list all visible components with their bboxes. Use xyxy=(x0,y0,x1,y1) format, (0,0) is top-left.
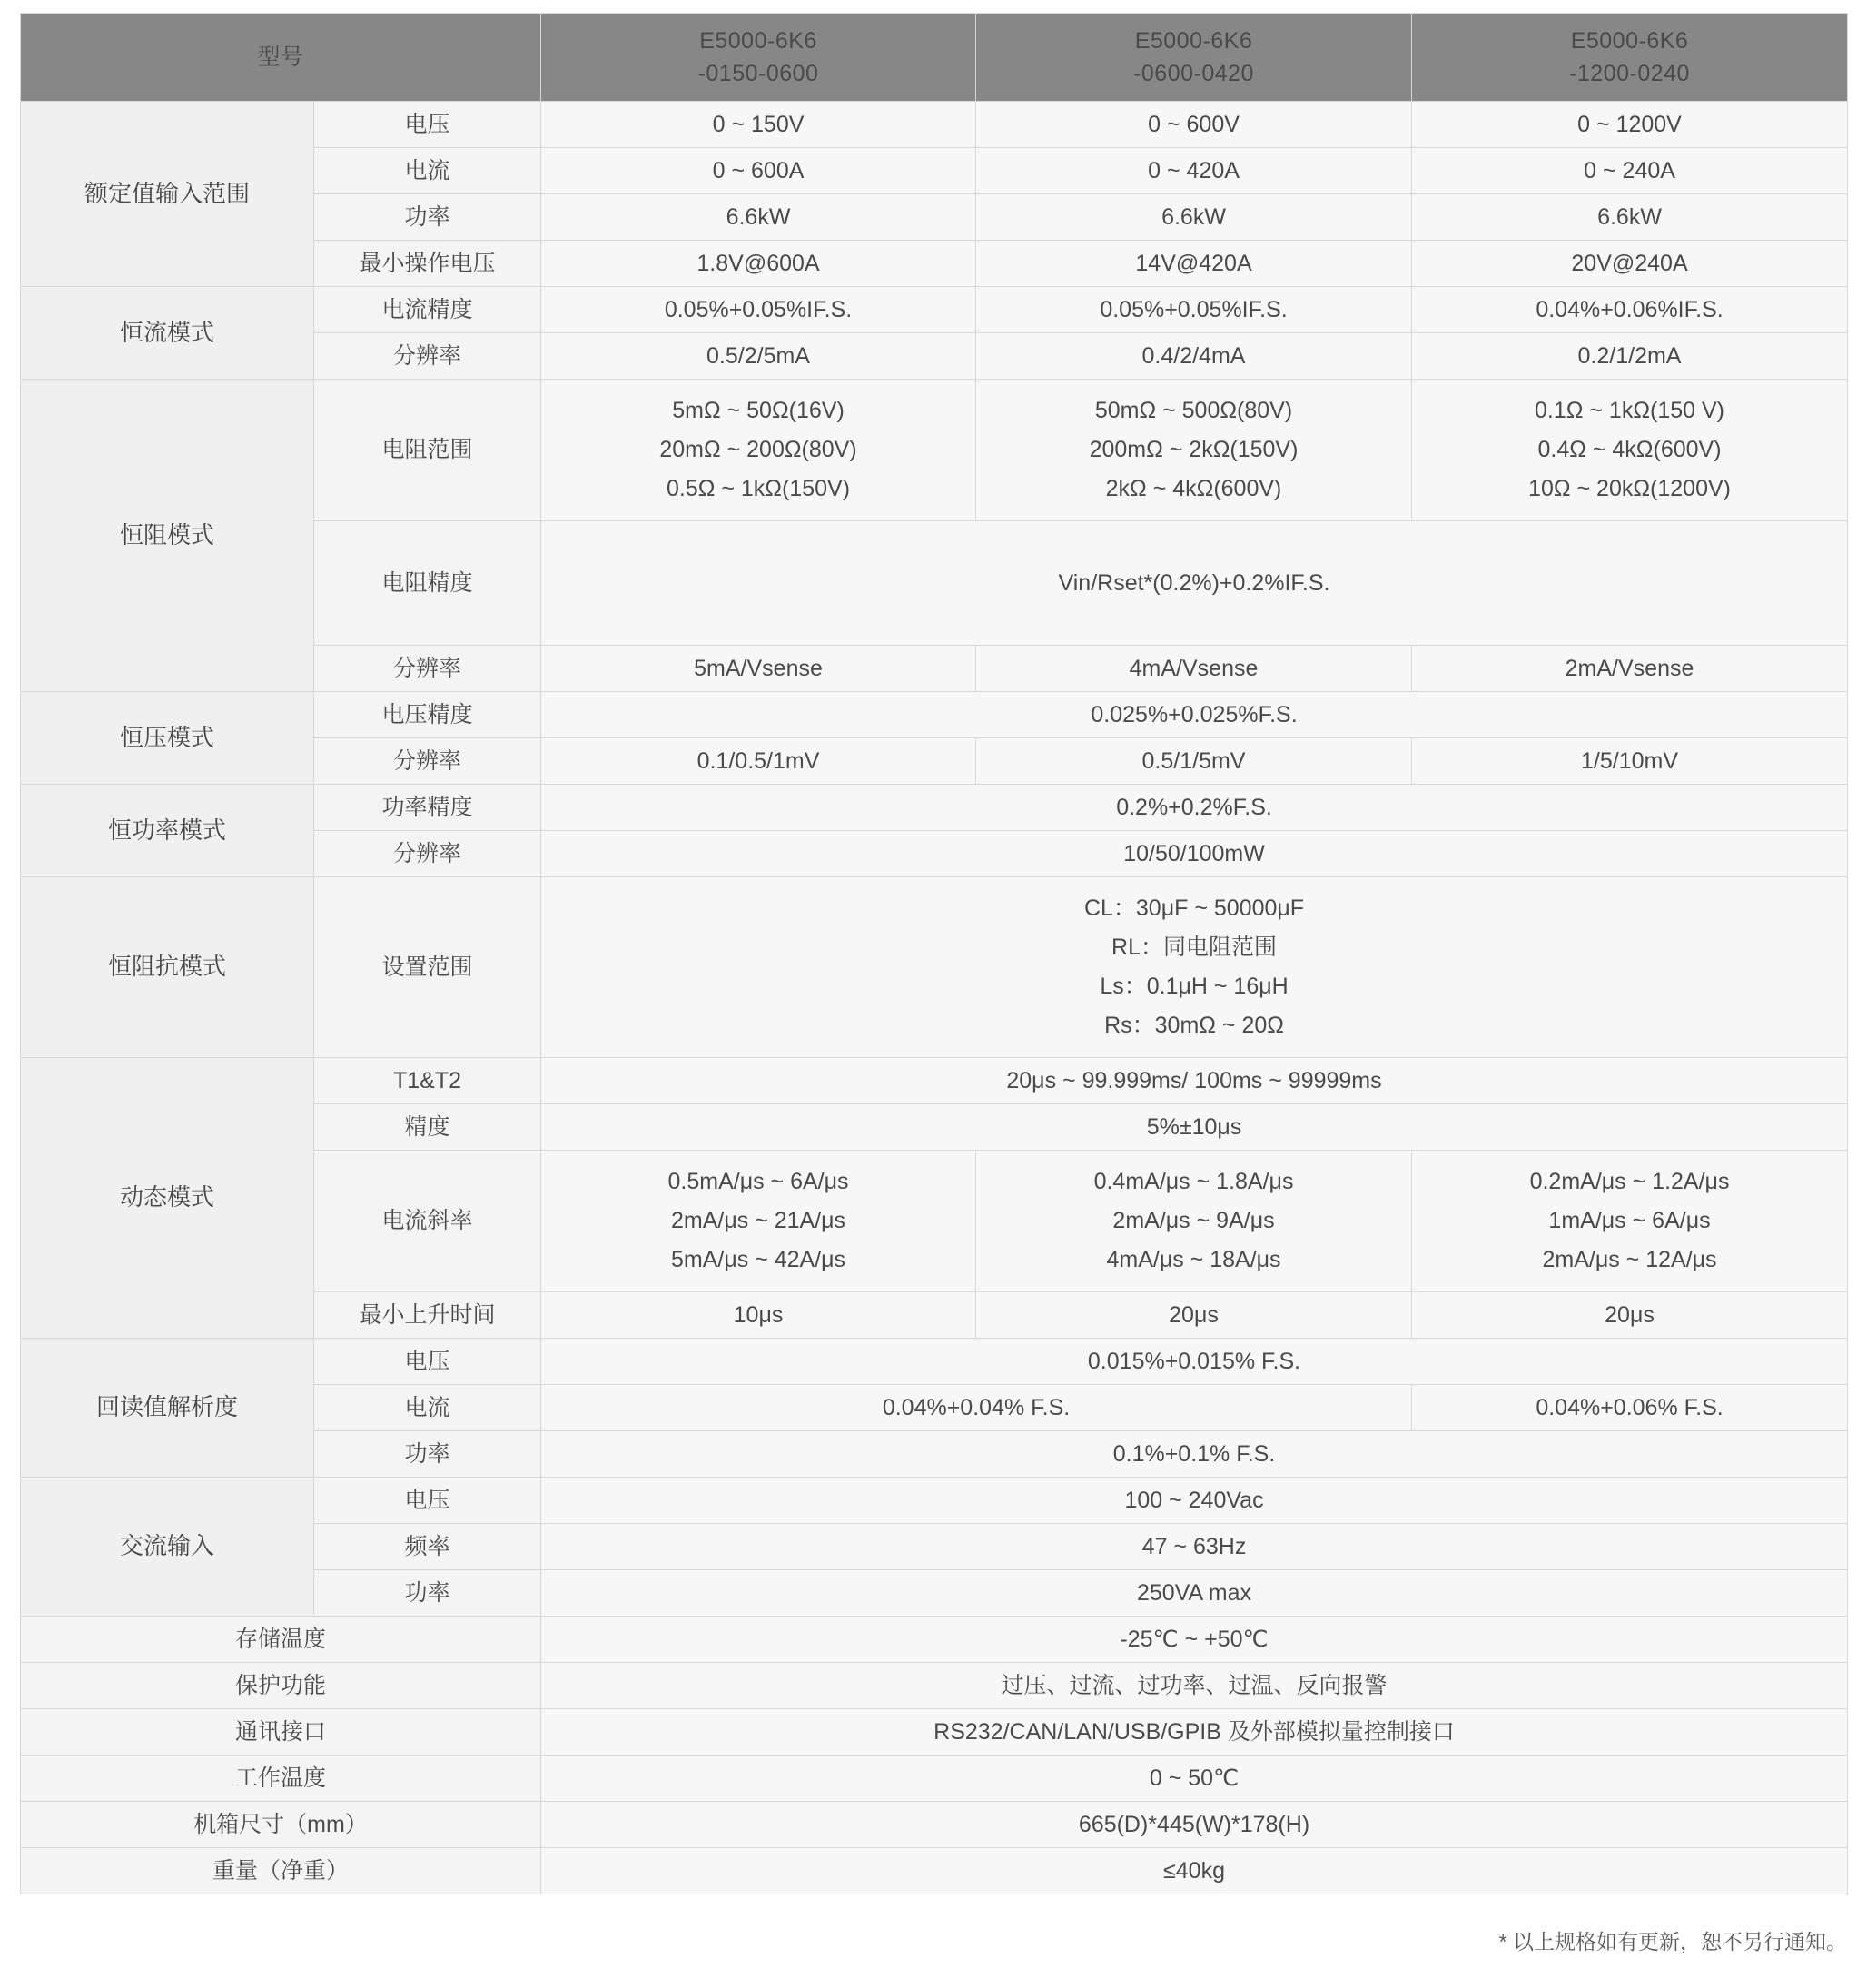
cell-cr-range-m1 xyxy=(541,380,976,521)
group-cv-mode: 恒压模式 xyxy=(21,692,314,785)
row-label-cr-accuracy: 电阻精度 xyxy=(314,521,541,646)
cell-cr-range-m2 xyxy=(976,380,1412,521)
table-row xyxy=(21,1478,1848,1524)
row-label-cz-setting: 设置范围 xyxy=(314,877,541,1058)
group-rated-input: 额定值输入范围 xyxy=(21,102,314,287)
row-label-current: 电流 xyxy=(314,148,541,194)
row-label-cc-accuracy: 电流精度 xyxy=(314,287,541,333)
cr-range-m2-line3: 2kΩ ~ 4kΩ(600V) xyxy=(1105,476,1282,501)
header-model-2 xyxy=(976,14,1412,102)
cell-cr-resolution-m3: 2mA/Vsense xyxy=(1412,646,1848,692)
header-model-2-line2: -0600-0420 xyxy=(1133,61,1254,86)
row-label-interface: 通讯接口 xyxy=(21,1709,541,1756)
slew-m1-line1: 0.5mA/μs ~ 6A/μs xyxy=(667,1169,849,1194)
cr-range-m3-line3: 10Ω ~ 20kΩ(1200V) xyxy=(1528,476,1731,501)
header-model-3-line1: E5000-6K6 xyxy=(1570,27,1689,54)
group-cz-mode: 恒阻抗模式 xyxy=(21,877,314,1058)
cz-setting-line1: CL：30μF ~ 50000μF xyxy=(1083,895,1305,921)
cell-min-op-voltage-m2: 14V@420A xyxy=(976,241,1412,287)
cell-cp-resolution-all: 10/50/100mW xyxy=(541,831,1848,877)
header-model-3-line2: -1200-0240 xyxy=(1569,61,1690,86)
cell-weight: ≤40kg xyxy=(541,1848,1848,1894)
cell-voltage-m1: 0 ~ 150V xyxy=(541,102,976,148)
row-label-weight: 重量（净重） xyxy=(21,1848,541,1894)
cell-cr-range-m3 xyxy=(1412,380,1848,521)
header-model-3 xyxy=(1412,14,1848,102)
group-readback: 回读值解析度 xyxy=(21,1339,314,1478)
header-model-label: 型号 xyxy=(21,14,541,102)
table-row xyxy=(21,1848,1848,1894)
cr-range-m1-line2: 20mΩ ~ 200Ω(80V) xyxy=(659,437,857,462)
cell-power-m1: 6.6kW xyxy=(541,194,976,241)
cr-range-m1-line3: 0.5Ω ~ 1kΩ(150V) xyxy=(666,476,851,501)
cell-current-m1: 0 ~ 600A xyxy=(541,148,976,194)
cell-cr-accuracy-all: Vin/Rset*(0.2%)+0.2%IF.S. xyxy=(541,521,1848,646)
cell-min-rise-m1: 10μs xyxy=(541,1292,976,1339)
slew-m3-line2: 1mA/μs ~ 6A/μs xyxy=(1548,1208,1711,1233)
header-model-1-line2: -0150-0600 xyxy=(697,61,819,86)
row-label-cr-resolution: 分辨率 xyxy=(314,646,541,692)
specifications-table xyxy=(20,13,1848,1894)
row-label-protection: 保护功能 xyxy=(21,1663,541,1709)
cell-interface: RS232/CAN/LAN/USB/GPIB 及外部模拟量控制接口 xyxy=(541,1709,1848,1756)
slew-m2-line3: 4mA/μs ~ 18A/μs xyxy=(1106,1247,1281,1272)
slew-m1-line2: 2mA/μs ~ 21A/μs xyxy=(670,1208,846,1233)
cell-protection: 过压、过流、过功率、过温、反向报警 xyxy=(541,1663,1848,1709)
cell-storage-temp: -25℃ ~ +50℃ xyxy=(541,1617,1848,1663)
row-label-cc-resolution: 分辨率 xyxy=(314,333,541,380)
cell-min-op-voltage-m3: 20V@240A xyxy=(1412,241,1848,287)
cell-rb-power-all: 0.1%+0.1% F.S. xyxy=(541,1431,1848,1478)
slew-m2-line2: 2mA/μs ~ 9A/μs xyxy=(1112,1208,1275,1233)
header-model-1 xyxy=(541,14,976,102)
table-row xyxy=(21,1617,1848,1663)
row-label-rb-voltage: 电压 xyxy=(314,1339,541,1385)
row-label-power: 功率 xyxy=(314,194,541,241)
row-label-operating-temp: 工作温度 xyxy=(21,1756,541,1802)
cell-current-m3: 0 ~ 240A xyxy=(1412,148,1848,194)
row-label-dyn-accuracy: 精度 xyxy=(314,1104,541,1151)
table-row xyxy=(21,1709,1848,1756)
cell-cv-accuracy-all: 0.025%+0.025%F.S. xyxy=(541,692,1848,738)
cell-min-rise-m3: 20μs xyxy=(1412,1292,1848,1339)
cell-cc-resolution-m3: 0.2/1/2mA xyxy=(1412,333,1848,380)
table-row xyxy=(21,102,1848,148)
cell-t1t2-all: 20μs ~ 99.999ms/ 100ms ~ 99999ms xyxy=(541,1058,1848,1104)
row-label-cr-range: 电阻范围 xyxy=(314,380,541,521)
cell-power-m2: 6.6kW xyxy=(976,194,1412,241)
cell-cr-resolution-m1: 5mA/Vsense xyxy=(541,646,976,692)
table-row xyxy=(21,380,1848,521)
cell-dyn-accuracy-all: 5%±10μs xyxy=(541,1104,1848,1151)
cell-cc-accuracy-m2: 0.05%+0.05%IF.S. xyxy=(976,287,1412,333)
table-body xyxy=(21,102,1848,1894)
cell-slew-m2 xyxy=(976,1151,1412,1292)
cell-operating-temp: 0 ~ 50℃ xyxy=(541,1756,1848,1802)
cell-voltage-m3: 0 ~ 1200V xyxy=(1412,102,1848,148)
table-header xyxy=(21,14,1848,102)
cz-setting-line4: Rs：30mΩ ~ 20Ω xyxy=(1104,1013,1284,1038)
header-row xyxy=(21,14,1848,102)
cell-ac-power-all: 250VA max xyxy=(541,1570,1848,1617)
cell-rb-current-m3: 0.04%+0.06% F.S. xyxy=(1412,1385,1848,1431)
cz-setting-line2: RL：同电阻范围 xyxy=(1111,935,1277,960)
cell-current-m2: 0 ~ 420A xyxy=(976,148,1412,194)
table-row xyxy=(21,1339,1848,1385)
row-label-min-op-voltage: 最小操作电压 xyxy=(314,241,541,287)
cell-rb-current-m12: 0.04%+0.04% F.S. xyxy=(541,1385,1412,1431)
cr-range-m2-line1: 50mΩ ~ 500Ω(80V) xyxy=(1094,398,1293,423)
group-cp-mode: 恒功率模式 xyxy=(21,785,314,877)
row-label-dimensions: 机箱尺寸（mm） xyxy=(21,1802,541,1848)
row-label-ac-voltage: 电压 xyxy=(314,1478,541,1524)
table-row xyxy=(21,877,1848,1058)
header-model-1-line1: E5000-6K6 xyxy=(699,27,817,54)
slew-m3-line1: 0.2mA/μs ~ 1.2A/μs xyxy=(1529,1169,1730,1194)
cell-ac-freq-all: 47 ~ 63Hz xyxy=(541,1524,1848,1570)
cell-ac-voltage-all: 100 ~ 240Vac xyxy=(541,1478,1848,1524)
cell-cc-accuracy-m3: 0.04%+0.06%IF.S. xyxy=(1412,287,1848,333)
slew-m2-line1: 0.4mA/μs ~ 1.8A/μs xyxy=(1093,1169,1294,1194)
cell-slew-m1 xyxy=(541,1151,976,1292)
cell-power-m3: 6.6kW xyxy=(1412,194,1848,241)
group-cc-mode: 恒流模式 xyxy=(21,287,314,380)
cell-dimensions: 665(D)*445(W)*178(H) xyxy=(541,1802,1848,1848)
cell-cv-resolution-m2: 0.5/1/5mV xyxy=(976,738,1412,785)
table-row xyxy=(21,287,1848,333)
cell-cr-resolution-m2: 4mA/Vsense xyxy=(976,646,1412,692)
cell-voltage-m2: 0 ~ 600V xyxy=(976,102,1412,148)
cell-min-op-voltage-m1: 1.8V@600A xyxy=(541,241,976,287)
cr-range-m2-line2: 200mΩ ~ 2kΩ(150V) xyxy=(1089,437,1299,462)
slew-m3-line3: 2mA/μs ~ 12A/μs xyxy=(1542,1247,1717,1272)
row-label-current-slew: 电流斜率 xyxy=(314,1151,541,1292)
table-row xyxy=(21,1756,1848,1802)
row-label-cv-accuracy: 电压精度 xyxy=(314,692,541,738)
cell-cp-accuracy-all: 0.2%+0.2%F.S. xyxy=(541,785,1848,831)
cell-slew-m3 xyxy=(1412,1151,1848,1292)
row-label-voltage: 电压 xyxy=(314,102,541,148)
table-row xyxy=(21,1802,1848,1848)
header-model-2-line1: E5000-6K6 xyxy=(1134,27,1253,54)
cell-cc-resolution-m1: 0.5/2/5mA xyxy=(541,333,976,380)
slew-m1-line3: 5mA/μs ~ 42A/μs xyxy=(670,1247,846,1272)
cell-min-rise-m2: 20μs xyxy=(976,1292,1412,1339)
cr-range-m3-line1: 0.1Ω ~ 1kΩ(150 V) xyxy=(1535,398,1725,423)
cell-cv-resolution-m3: 1/5/10mV xyxy=(1412,738,1848,785)
cell-cc-resolution-m2: 0.4/2/4mA xyxy=(976,333,1412,380)
table-row xyxy=(21,1058,1848,1104)
row-label-t1t2: T1&T2 xyxy=(314,1058,541,1104)
group-dyn-mode: 动态模式 xyxy=(21,1058,314,1339)
row-label-min-rise-time: 最小上升时间 xyxy=(314,1292,541,1339)
cr-range-m3-line2: 0.4Ω ~ 4kΩ(600V) xyxy=(1537,437,1722,462)
table-row xyxy=(21,785,1848,831)
row-label-cp-accuracy: 功率精度 xyxy=(314,785,541,831)
cell-cv-resolution-m1: 0.1/0.5/1mV xyxy=(541,738,976,785)
group-ac-input: 交流输入 xyxy=(21,1478,314,1617)
row-label-cv-resolution: 分辨率 xyxy=(314,738,541,785)
row-label-rb-power: 功率 xyxy=(314,1431,541,1478)
cr-range-m1-line1: 5mΩ ~ 50Ω(16V) xyxy=(672,398,845,423)
cell-cz-setting-all xyxy=(541,877,1848,1058)
row-label-storage-temp: 存储温度 xyxy=(21,1617,541,1663)
cz-setting-line3: Ls：0.1μH ~ 16μH xyxy=(1100,974,1289,999)
footnote: * 以上规格如有更新，恕不另行通知。 xyxy=(1498,1930,1847,1953)
row-label-ac-freq: 频率 xyxy=(314,1524,541,1570)
cell-rb-voltage-all: 0.015%+0.015% F.S. xyxy=(541,1339,1848,1385)
row-label-rb-current: 电流 xyxy=(314,1385,541,1431)
cell-cc-accuracy-m1: 0.05%+0.05%IF.S. xyxy=(541,287,976,333)
row-label-cp-resolution: 分辨率 xyxy=(314,831,541,877)
table-row xyxy=(21,1663,1848,1709)
group-cr-mode: 恒阻模式 xyxy=(21,380,314,692)
table-row xyxy=(21,692,1848,738)
row-label-ac-power: 功率 xyxy=(314,1570,541,1617)
